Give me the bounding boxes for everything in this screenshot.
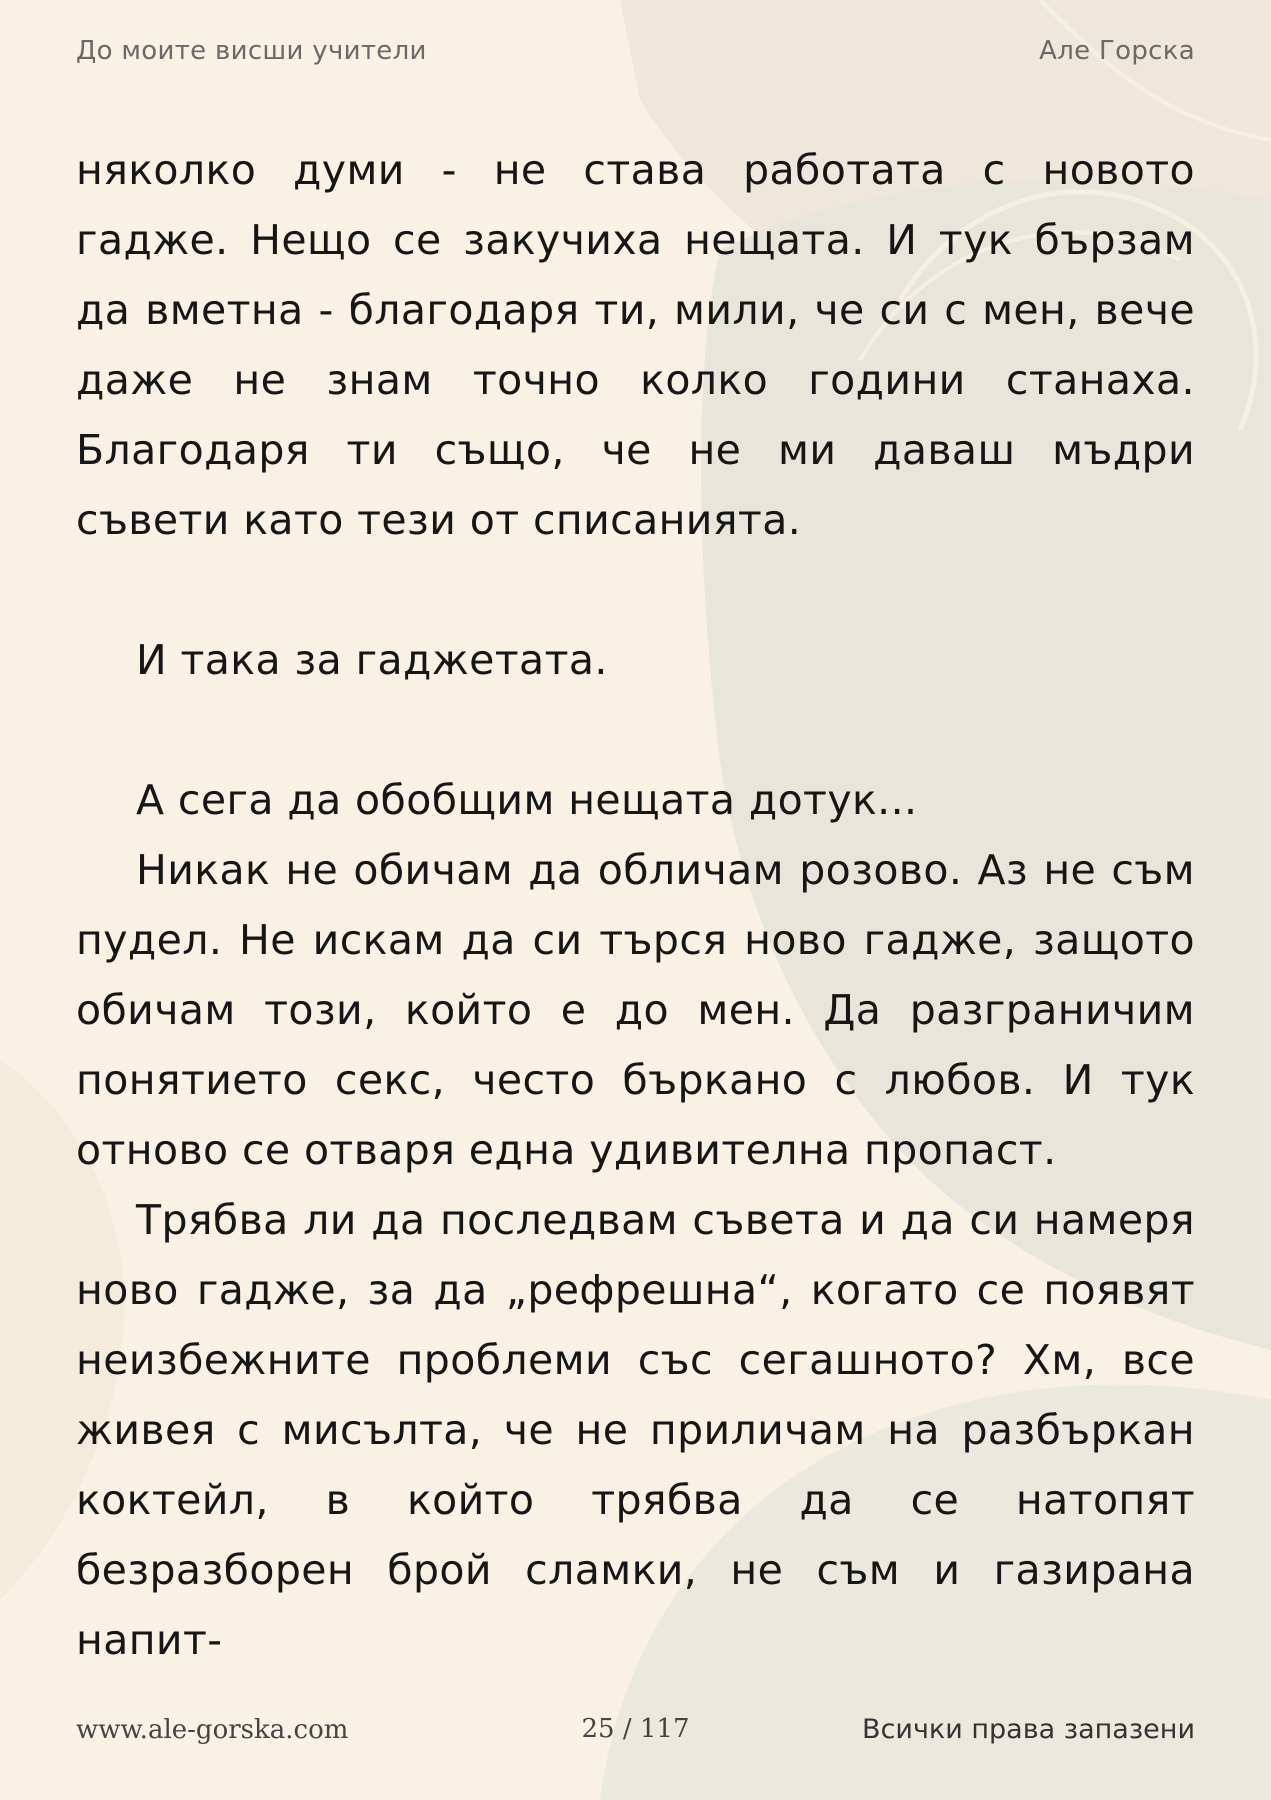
book-title: До моите висши учители xyxy=(76,36,427,66)
paragraph: няколко думи - не става работата с новото гадже. Нещо се закучиха нещата. И тук бързам да вметна - благодаря ти, мили, че си с мен, вече даже не знам точно колко години станаха. Благодаря ти също, че не ми даваш мъдри съвети като тези от списанията. xyxy=(76,146,1195,544)
paragraph: А сега да обобщим нещата дотук... xyxy=(136,776,918,824)
copyright-notice: Всички права запазени xyxy=(862,1714,1195,1745)
author-name: Але Горска xyxy=(1039,36,1195,66)
paragraph: Трябва ли да последвам съвета и да си намеря ново гадже, за да „рефрешна“, когато се появят неизбежните проблеми със сегашното? Хм, все живея с мисълта, че не приличам на разбъркан коктейл, в който трябва да се натопят безразборен брой сламки, не съм и газирана напит- xyxy=(76,1196,1195,1664)
paragraph: Никак не обичам да обличам розово. Аз не съм пудел. Не искам да си търся ново гадже, защото обичам този, който е до мен. Да разграничим понятието секс, често бъркано с любов. И тук отново се отваря една удивителна пропаст. xyxy=(76,846,1195,1174)
page-header xyxy=(76,36,1195,66)
page-footer xyxy=(76,1714,1195,1745)
body-text xyxy=(76,135,1195,1675)
paragraph: И така за гаджетата. xyxy=(136,636,608,684)
page-number: 25 / 117 xyxy=(581,1714,690,1744)
website-link[interactable]: www.ale-gorska.com xyxy=(76,1715,349,1745)
